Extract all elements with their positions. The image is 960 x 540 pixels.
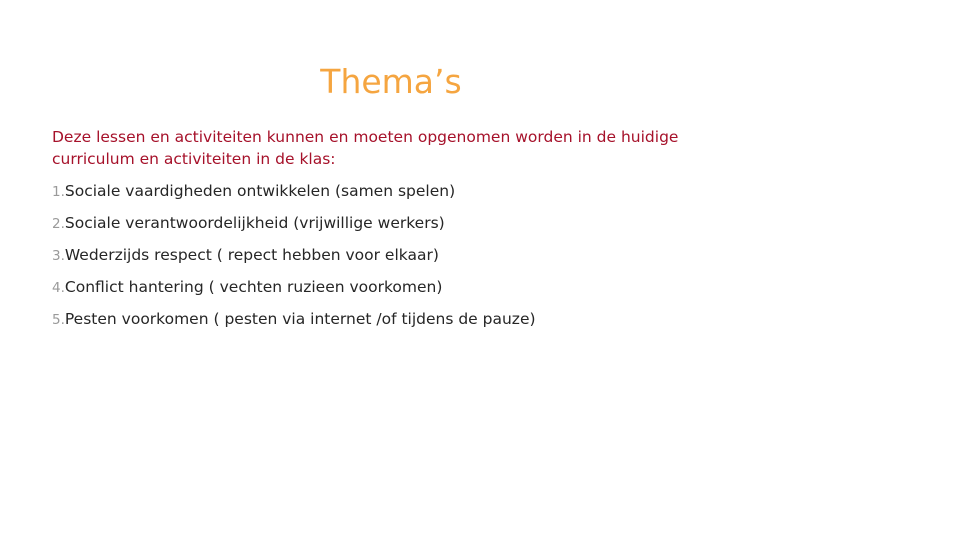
list-item-text: Sociale verantwoordelijkheid (vrijwillige werkers) [64, 214, 445, 232]
list-item-number: 4. [52, 280, 65, 296]
list-item-number: 2. [52, 216, 65, 232]
list-item [52, 178, 536, 210]
list-item-text: Wederzijds respect ( repect hebben voor elkaar) [64, 246, 439, 264]
list-item-number: 1. [52, 184, 65, 200]
list-item-number: 5. [52, 312, 65, 328]
theme-list [52, 178, 536, 338]
list-item [52, 274, 536, 306]
intro-line-2: curriculum en activiteiten in de klas: [52, 150, 336, 168]
list-item [52, 306, 536, 338]
list-item [52, 242, 536, 274]
intro-text [52, 126, 772, 170]
list-item [52, 210, 536, 242]
slide-title: Thema’s [320, 62, 462, 101]
list-item-text: Pesten voorkomen ( pesten via internet /of tijdens de pauze) [64, 310, 536, 328]
list-item-text: Sociale vaardigheden ontwikkelen (samen spelen) [64, 182, 456, 200]
list-item-number: 3. [52, 248, 65, 264]
intro-line-1: Deze lessen en activiteiten kunnen en moeten opgenomen worden in de huidige [52, 128, 679, 146]
list-item-text: Conflict hantering ( vechten ruzieen voorkomen) [64, 278, 443, 296]
